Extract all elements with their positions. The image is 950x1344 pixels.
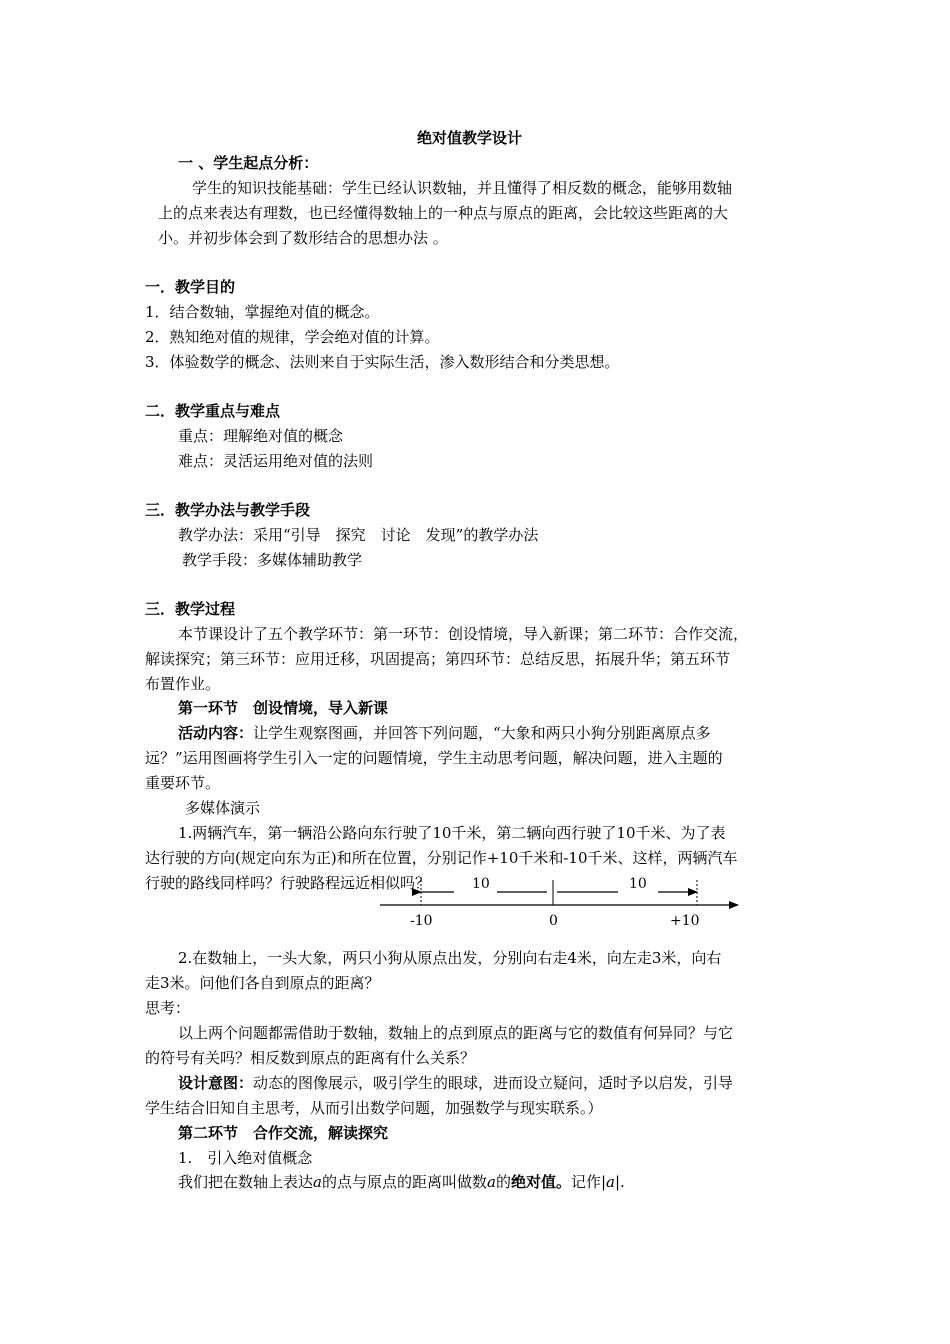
paragraph-line: 解读探究；第三环节：应用迁移，巩固提高；第四环节：总结反思，拓展升华；第五环节 [145, 650, 731, 668]
objective-item: 3．体验数学的概念、法则来自于实际生活，渗入数形结合和分类思想。 [145, 353, 620, 371]
question-line: 走3米。问他们各自到原点的距离？ [145, 974, 380, 992]
paragraph-line: 本节课设计了五个教学环节：第一环节：创设情境，导入新课；第二环节：合作交流， [178, 625, 749, 643]
definition-text: 我们把在数轴上表达 [178, 1173, 314, 1191]
method-item: 教学办法：采用“引导 探究 讨论 发现”的教学办法 [178, 526, 539, 544]
activity-label: 活动内容： [178, 724, 254, 742]
stage1-heading: 第一环节 创设情境，导入新课 [178, 699, 389, 717]
absolute-value-notation: |a| [600, 1173, 621, 1191]
paragraph-line: 远？”运用图画将学生引入一定的问题情境，学生主动思考问题，解决问题，进入主题的 [145, 749, 723, 767]
absolute-value-term: 绝对值。 [510, 1173, 571, 1191]
intent-line [178, 1073, 733, 1093]
difficulty-item: 难点：灵活运用绝对值的法则 [178, 452, 374, 470]
objective-item: 2．熟知绝对值的规律，学会绝对值的计算。 [145, 328, 440, 346]
left-distance-label: 10 [472, 876, 490, 892]
definition-text: 的点与原点的距离叫做数 [321, 1173, 487, 1191]
activity-line [178, 723, 711, 743]
right-distance-label: 10 [629, 876, 647, 892]
concept-item: 1. 引入绝对值概念 [178, 1149, 313, 1167]
tick-label-plus-ten: +10 [670, 913, 700, 929]
variable-a: a [486, 1173, 496, 1191]
variable-a: a [313, 1173, 322, 1191]
think-line: 的符号有关吗？相反数到原点的距离有什么关系？ [145, 1049, 476, 1067]
multimedia-label: 多媒体演示 [185, 799, 261, 817]
stage2-heading: 第二环节 合作交流，解读探究 [178, 1124, 389, 1142]
tick-label-zero: 0 [549, 913, 558, 929]
question-line: 行驶的路线同样吗？行驶路程远近相似吗？ [145, 874, 431, 892]
think-line: 以上两个问题都需借助于数轴，数轴上的点到原点的距离与它的数值有何异同？与它 [178, 1024, 734, 1042]
paragraph-line: 学生的知识技能基础：学生已经认识数轴，并且懂得了相反数的概念，能够用数轴 [192, 179, 733, 197]
paragraph-line: 小。并初步体会到了数形结合的思想办法 。 [158, 229, 448, 247]
section-heading-student-analysis: 一 、学生起点分析： [178, 154, 319, 172]
page-title: 绝对值教学设计 [417, 129, 523, 147]
think-label: 思考： [145, 999, 191, 1017]
key-point-item: 重点：理解绝对值的概念 [178, 427, 344, 445]
paragraph-line: 上的点来表达有理数，也已经懂得数轴上的一种点与原点的距离，会比较这些距离的大 [158, 204, 729, 222]
section-heading-methods: 三．教学办法与教学手段 [145, 501, 311, 519]
objective-item: 1．结合数轴，掌握绝对值的概念。 [145, 303, 380, 321]
definition-text: 记作 [570, 1173, 601, 1191]
activity-text: 让学生观察图画，并回答下列问题，“大象和两只小狗分别距离原点多 [253, 724, 711, 742]
definition-line [178, 1172, 625, 1192]
definition-text: . [620, 1173, 625, 1191]
intent-label: 设计意图： [178, 1074, 254, 1092]
section-heading-key-points: 二．教学重点与难点 [145, 402, 281, 420]
question-line: 达行驶的方向(规定向东为正)和所在位置，分别记作+10千米和-10千米、这样，两辆汽车 [145, 849, 738, 867]
intent-line: 学生结合旧知自主思考，从而引出数学问题，加强数学与现实联系。） [145, 1099, 603, 1117]
section-heading-objectives: 一．教学目的 [145, 278, 236, 296]
means-item: 教学手段：多媒体辅助教学 [182, 551, 363, 569]
section-heading-process: 三．教学过程 [145, 600, 236, 618]
question-line: 2.在数轴上，一头大象，两只小狗从原点出发，分别向右走4米，向左走3米，向右 [178, 949, 722, 967]
definition-text: 的 [495, 1173, 511, 1191]
paragraph-line: 重要环节。 [145, 774, 221, 792]
paragraph-line: 布置作业。 [145, 675, 221, 693]
question-line: 1.两辆汽车，第一辆沿公路向东行驶了10千米，第二辆向西行驶了10千米、为了表 [178, 824, 726, 842]
tick-label-minus-ten: -10 [410, 913, 433, 929]
intent-text: 动态的图像展示，吸引学生的眼球，进而设立疑问，适时予以启发，引导 [253, 1074, 734, 1092]
